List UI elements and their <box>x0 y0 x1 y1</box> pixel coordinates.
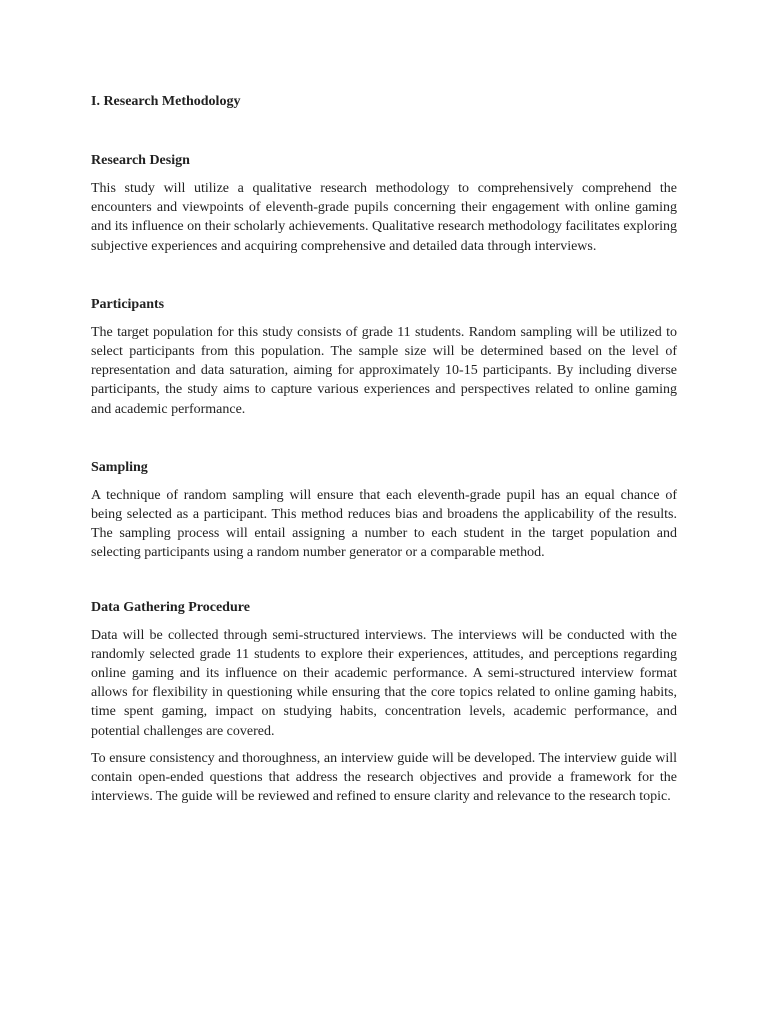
section-spacer <box>91 256 677 295</box>
section-research-design <box>91 151 677 256</box>
paragraph: A technique of random sampling will ensure that each eleventh-grade pupil has an equal chance of being selected as a participant. This method reduces bias and broadens the applicability of the results. The sampling process will entail assigning a number to each student in the target population and selecting participants using a random number generator or a comparable method. <box>91 487 677 561</box>
paragraph: To ensure consistency and thoroughness, an interview guide will be developed. The interview guide will contain open-ended questions that address the research objectives and provide a framework for the interviews. The guide will be reviewed and refined to ensure clarity and relevance to the research topic. <box>91 750 677 805</box>
section-spacer <box>91 563 677 598</box>
section-sampling <box>91 458 677 563</box>
document-title: I. Research Methodology <box>91 94 241 109</box>
paragraph: This study will utilize a qualitative research methodology to comprehensively comprehend the encounters and viewpoints of eleventh-grade pupils concerning their engagement with online gaming and its influence on their scholarly achievements. Qualitative research methodology facilitates exploring subjective experiences and acquiring comprehensive and detailed data through interviews. <box>91 181 677 254</box>
section-data-gathering <box>91 598 677 807</box>
section-spacer <box>91 419 677 458</box>
section-participants <box>91 295 677 419</box>
section-heading-data-gathering: Data Gathering Procedure <box>91 599 250 615</box>
section-heading-research-design: Research Design <box>91 153 190 168</box>
paragraph: The target population for this study consists of grade 11 students. Random sampling will be utilized to select participants from this population. The sample size will be determined based on the level of representation and data saturation, aiming for approximately 10-15 participants. By including diverse participants, the study aims to capture various experiences and perspectives related to online gaming and academic performance. <box>91 324 677 417</box>
section-heading-sampling: Sampling <box>91 459 148 475</box>
paragraph: Data will be collected through semi-structured interviews. The interviews will be conducted with the randomly selected grade 11 students to explore their experiences, attitudes, and perceptions regarding online gaming and its influence on their academic performance. A semi-structured interview format allows for flexibility in questioning while ensuring that the core topics related to online gaming habits, time spent gaming, impact on studying habits, concentration levels, academic performance, and potential challenges are covered. <box>91 627 677 739</box>
document-content <box>91 92 677 806</box>
section-heading-participants: Participants <box>91 296 165 312</box>
